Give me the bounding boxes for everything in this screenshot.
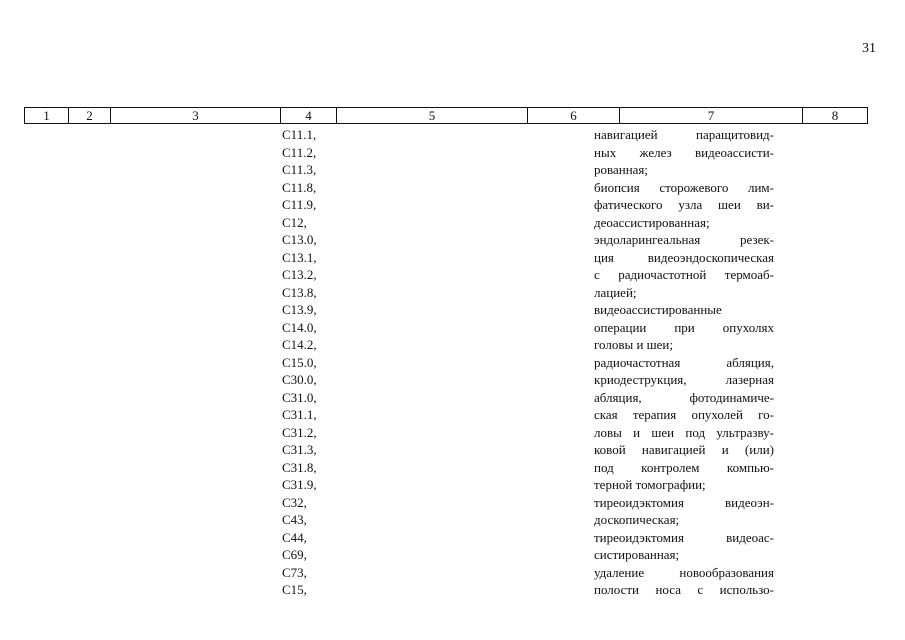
diagnosis-code: C31.0,: [282, 389, 317, 405]
diagnosis-code: C13.1,: [282, 249, 317, 265]
diagnosis-code: C15.0,: [282, 354, 317, 370]
diagnosis-code: C44,: [282, 529, 307, 545]
description-line: терной томографии;: [594, 477, 706, 492]
diagnosis-code: C12,: [282, 214, 307, 230]
description-line: ция видеоэндоскопическая: [594, 249, 774, 265]
diagnosis-code: C11.2,: [282, 144, 317, 160]
column-7-number: 7: [620, 108, 803, 124]
diagnosis-code: C73,: [282, 564, 307, 580]
diagnosis-code: C31.2,: [282, 424, 317, 440]
column-3-number: 3: [111, 108, 281, 124]
description-line: видеоассистированные: [594, 302, 722, 317]
diagnosis-code: C43,: [282, 512, 307, 527]
description-line: головы и шеи;: [594, 337, 674, 352]
description-line: эндоларингеальная резек-: [594, 232, 774, 247]
header-row: [25, 108, 868, 124]
diagnosis-code: C13.0,: [282, 232, 317, 247]
description-line: под контролем компью-: [594, 459, 774, 475]
diagnosis-code: C11.8,: [282, 179, 317, 195]
description-line: доскопическая;: [594, 512, 680, 527]
description-line: систированная;: [594, 547, 680, 562]
diagnosis-code: C14.2,: [282, 337, 317, 352]
description-line: навигацией паращитовид-: [594, 127, 774, 142]
diagnosis-code: C31.8,: [282, 459, 317, 475]
diagnosis-code: C13.9,: [282, 302, 317, 317]
column-5-number: 5: [337, 108, 528, 124]
description-line: полости носа с использо-: [594, 582, 774, 597]
diagnosis-code: C11.3,: [282, 162, 317, 177]
description-line: биопсия сторожевого лим-: [594, 179, 774, 195]
diagnosis-code: C31.9,: [282, 477, 317, 492]
description-line: криодеструкция, лазерная: [594, 372, 774, 387]
column-6-number: 6: [528, 108, 620, 124]
description-line: ская терапия опухолей го-: [594, 407, 774, 422]
diagnosis-code: C13.8,: [282, 284, 317, 300]
description-line: тиреоидэктомия видеоас-: [594, 529, 774, 545]
description-line: удаление новообразования: [594, 564, 774, 580]
diagnosis-code: C14.0,: [282, 319, 317, 335]
diagnosis-codes-column: [282, 126, 317, 599]
diagnosis-code: C31.1,: [282, 407, 317, 422]
column-2-number: 2: [69, 108, 111, 124]
diagnosis-code: C32,: [282, 494, 307, 510]
description-line: тиреоидэктомия видеоэн-: [594, 494, 774, 510]
diagnosis-code: C15,: [282, 582, 307, 597]
description-line: фатического узла шеи ви-: [594, 197, 774, 212]
description-line: радиочастотная абляция,: [594, 354, 774, 370]
description-line: ковой навигацией и (или): [594, 442, 774, 457]
column-4-number: 4: [281, 108, 337, 124]
diagnosis-code: C30.0,: [282, 372, 317, 387]
description-line: с радиочастотной термоаб-: [594, 267, 774, 282]
diagnosis-code: C11.1,: [282, 127, 317, 142]
diagnosis-code: C13.2,: [282, 267, 317, 282]
description-line: деоассистированная;: [594, 214, 710, 230]
diagnosis-code: C11.9,: [282, 197, 317, 212]
diagnosis-code: C31.3,: [282, 442, 317, 457]
page-number: 31: [862, 41, 876, 56]
description-line: абляция, фотодинамиче-: [594, 389, 774, 405]
diagnosis-code: C69,: [282, 547, 307, 562]
column-8-number: 8: [803, 108, 868, 124]
description-line: рованная;: [594, 162, 649, 177]
description-line: ных желез видеоассисти-: [594, 144, 774, 160]
treatment-description-column: [594, 126, 774, 599]
column-1-number: 1: [25, 108, 69, 124]
column-number-header: [24, 107, 868, 124]
description-line: операции при опухолях: [594, 319, 774, 335]
description-line: лацией;: [594, 284, 637, 300]
description-line: ловы и шеи под ультразву-: [594, 424, 774, 440]
